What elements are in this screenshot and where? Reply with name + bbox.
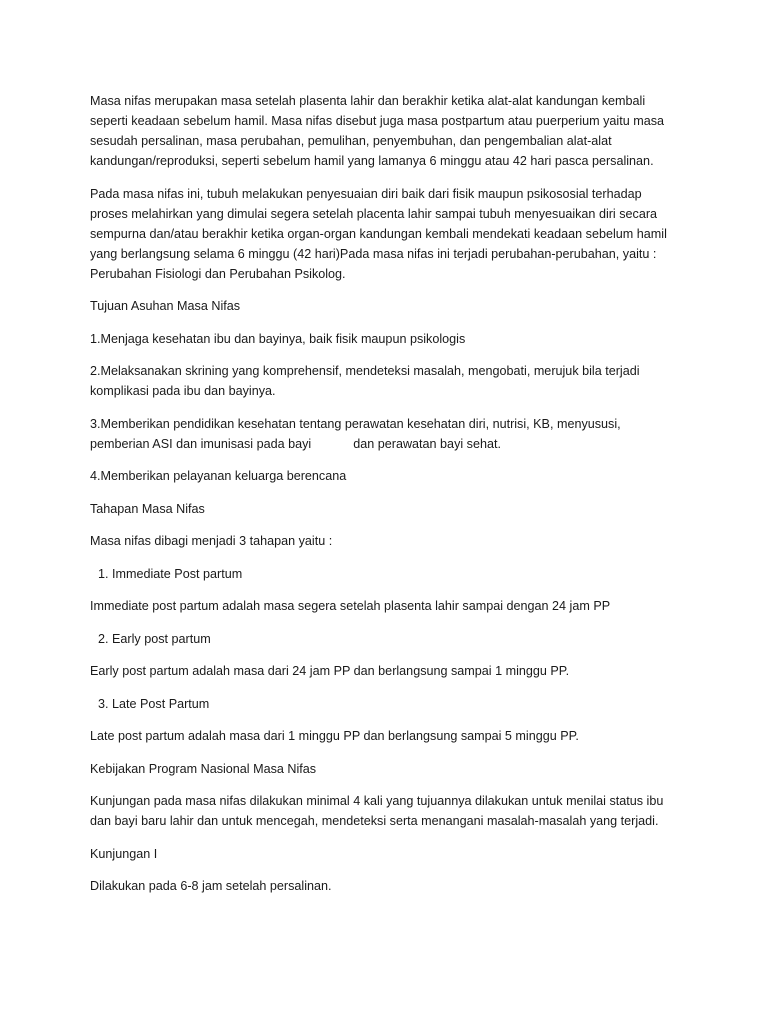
paragraph-visits: Kunjungan pada masa nifas dilakukan minimal 4 kali yang tujuannya dilakukan untuk menilai status ibu dan bayi baru lahir dan untuk mencegah, mendeteksi serta menangani masalah-masalah yang terjadi. [90, 794, 664, 828]
goal-item-3-tail: dan perawatan bayi sehat. [353, 436, 501, 451]
paragraph-stages-intro: Masa nifas dibagi menjadi 3 tahapan yaitu : [90, 534, 333, 548]
stage-heading-immediate: 1. Immediate Post partum [98, 566, 243, 581]
section-heading-tahapan: Tahapan Masa Nifas [90, 501, 205, 516]
paragraph-intro: Masa nifas merupakan masa setelah plasenta lahir dan berakhir ketika alat-alat kandungan kembali seperti keadaan sebelum hamil. Masa nifas disebut juga masa postpartum atau puerperium yaitu masa sesudah persalinan, masa perubahan, pemulihan, penyembuhan, dan pengembalian alat-alat kandungan/reproduksi, seperti sebelum hamil yang lamanya 6 minggu atau 42 hari pasca persalinan. [90, 94, 665, 168]
stage-desc-early: Early post partum adalah masa dari 24 jam PP dan berlangsung sampai 1 minggu PP. [90, 664, 570, 678]
stage-desc-immediate: Immediate post partum adalah masa segera setelah plasenta lahir sampai dengan 24 jam PP [90, 599, 611, 613]
visit-desc-1: Dilakukan pada 6-8 jam setelah persalinan. [90, 879, 332, 893]
stage-desc-late: Late post partum adalah masa dari 1 minggu PP dan berlangsung sampai 5 minggu PP. [90, 729, 579, 743]
visit-heading-1: Kunjungan I [90, 846, 158, 861]
section-heading-tujuan: Tujuan Asuhan Masa Nifas [90, 299, 241, 313]
goal-item-3 [90, 414, 678, 454]
goal-item-2: 2.Melaksanakan skrining yang komprehensif, mendeteksi masalah, mengobati, merujuk bila terjadi komplikasi pada ibu dan bayinya. [90, 364, 640, 398]
goal-item-4: 4.Memberikan pelayanan keluarga berencana [90, 469, 347, 483]
paragraph-adjustment: Pada masa nifas ini, tubuh melakukan penyesuaian diri baik dari fisik maupun psikososial terhadap proses melahirkan yang dimulai segera setelah placenta lahir sampai tubuh menyesuaikan diri secara sempurna dan/atau berakhir ketika organ-organ kandungan kembali mendekati keadaan sebelum hamil yang berlangsung selama 6 minggu (42 hari)Pada masa nifas ini terjadi perubahan-perubahan, yaitu : Perubahan Fisiologi dan Perubahan Psikolog. [90, 186, 667, 281]
goal-item-1: 1.Menjaga kesehatan ibu dan bayinya, baik fisik maupun psikologis [90, 331, 466, 346]
stage-heading-late: 3. Late Post Partum [98, 696, 210, 711]
section-heading-kebijakan: Kebijakan Program Nasional Masa Nifas [90, 761, 317, 776]
goal-item-3-text: 3.Memberikan pendidikan kesehatan tentang perawatan kesehatan diri, nutrisi, KB, menyususi, pemberian ASI dan imunisasi pada bayi [90, 416, 621, 451]
stage-heading-early: 2. Early post partum [98, 631, 211, 646]
